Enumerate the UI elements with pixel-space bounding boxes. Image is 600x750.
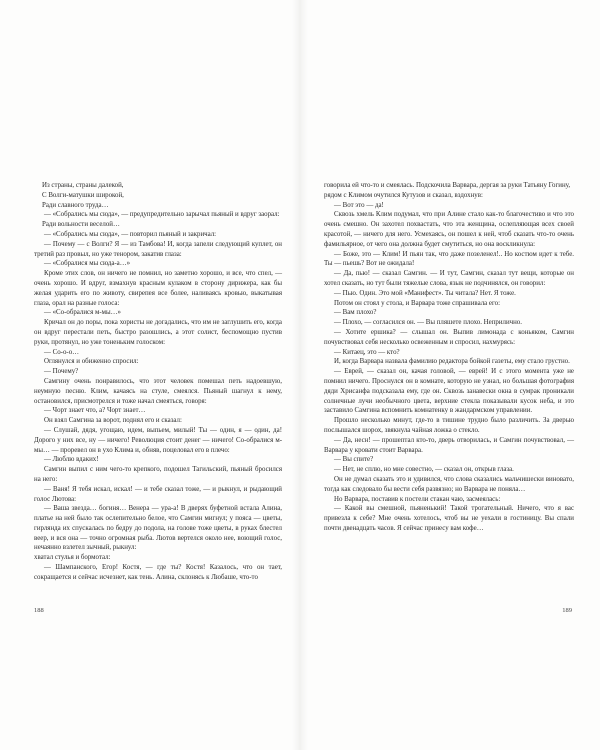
text-line: Кричал он до поры, пока хористы не догадались, что им не заглушить его, когда он вдруг перестали петь, быстро разошлись, а этот солист, беспомощно пустив руки, протянул, но уже тоненьким голоском: <box>34 319 282 346</box>
text-line: Самгину очень понравилось, что этот человек помешал петь надоевшую, неумную песню. Клим, качаясь на стуле, смеялся. Пьяный шагнул к нему, остановился, присмотрелся и тоже начал смеяться, говоря: <box>34 377 282 405</box>
text-line: — Слушай, дядя, угощаю, идем, выпьем, милый! Ты — один, я — один, да! Дорого у них все, ну — ничего! Революция стоит денег — ничего! Со-обралися м-мы… — проревел он в ухо Клима и, обняв, поцеловал его в плечо: <box>34 426 282 454</box>
text-line: — Плохо, — согласился он. — Вы пляшете плохо. Неприлично. <box>334 319 522 327</box>
text-line: Но Варвара, поставив к постели стакан чаю, засмеялась: <box>334 495 501 503</box>
text-line: — «Со-обралися м-мы…» <box>44 309 121 317</box>
text-line: — Еврей, — сказал он, качая головой, — еврей! И с этого момента уже не помнил ничего. Проснулся он в комнате, которую не узнал, но большая фотография дяди Хрисанфа подсказала ему, где он. Сквозь занавески окна в сумрак проникали солнечные лучи необычного цвета, верхние стекла показывали кусок неба, и это заставило Самгина вспомнить комнатенку в жандармском управлении. <box>324 368 574 415</box>
text-line: — Да, пью! — сказал Самгин. — И тут, Самгин, сказал тут вещи, которые он хотел сказать, но тут были тяжелые слова, язык не подчинялся, он говорил: <box>324 270 574 287</box>
text-line: Потом он стоял у стола, и Варвара тоже спрашивала его: <box>334 299 500 307</box>
text-line: — Ваня! Я тебя искал, искал! — и тебе сказал тоже, — и рыкнул, и рыдающий голос Лютова: <box>34 485 282 503</box>
text-line: И, когда Варвара назвала фамилию редактора бойкой газеты, ему стало грустно. <box>334 358 570 366</box>
text-line: — «Собралися мы сюда-а…» <box>44 260 131 268</box>
text-line: — Почему — с Волги? Я — из Тамбова! И, когда запели следующий куплет, он третий раз провыл, но уже тенором, закатив глаза: <box>34 240 282 258</box>
right-page-text <box>324 181 574 534</box>
text-line: говорила ей что-то и смеялась. Подскочила Варвара, дергая за руки Татьяну Гогину, рядом с Климом очутился Кутузов и сказал, вздохнув: <box>324 182 571 199</box>
text-line: — Чорт знает что, а? Чорт знает… <box>44 407 146 415</box>
text-line: — Вот это — да! <box>334 201 384 209</box>
text-line: Сквозь хмель Клим подумал, что при Алине стало как-то благочестиво и что это очень смешно. Он захотел похвастать, что эта женщина, ослепляющая всех своей красотой, — ничего для него. Усмехаясь, он пошел к ней, чтоб сказать что-то очень фамильярное, от чего она должна будет смутиться, но она воскликнула: <box>324 211 574 248</box>
text-line: — Почему? <box>44 368 79 376</box>
text-line: — «Собрались мы сюда», — предупредительно зарычал пьяный и вдруг заорал: <box>44 211 280 219</box>
right-page-number: 189 <box>562 607 572 614</box>
text-line: — Какой вы смешной, пьяненький! Такой трогательный. Ничего, что я вас привезла к себе? Мне очень хотелось, чтоб вы не уехали в гостиницу. Вы спали почти двенадцать часов. Я сейчас принесу вам кофе… <box>324 505 574 532</box>
text-line: Оглянулся и обиженно спросил: <box>44 358 139 366</box>
text-line: — Нет, не сплю, но мне совестно, — сказал он, открыв глаза. <box>334 466 514 474</box>
text-line: — Боже, это — Клим! И пьян так, что даже позеленел!.. Но костюм идет к тебе. Ты — пьешь? Вот не ожидала! <box>324 250 574 268</box>
text-line: Ради славного труда… <box>42 201 109 209</box>
text-line: — Люблю вдаких! <box>44 456 99 464</box>
text-line: — Хотите ершика? — слышал он. Выпив лимонада с коньяком, Самгин почувствовал себя несколько освеженным и спросил, нахмурясь: <box>324 328 574 346</box>
text-line: С Волги-матушки широкой, <box>42 191 124 199</box>
text-line: Он взял Самгина за ворот, поднял его и сказал: <box>44 417 182 425</box>
right-page <box>300 0 600 750</box>
text-line: Он не думал сказать это и удивился, что слова сказались мальчишески виновато, тогда как следовало бы вести себя развязно; но Варвара не поняла… <box>324 475 574 493</box>
text-line: Прошло несколько минут, где-то в тишине трудно было различить. За дверью послышался шорох, звякнула чайная ложка о стекло. <box>324 417 574 434</box>
left-page-number: 188 <box>34 607 44 614</box>
text-line: — Со-о-о… <box>44 348 80 356</box>
text-line: Из страны, страны далекой, <box>42 182 124 189</box>
text-line: — Шампанского, Егор! Костя, — где ты? Костя! Казалось, что он тает, сокращается и сейчас исчезнет, как тень. Алина, склонясь к Любаше, что-то <box>34 564 282 581</box>
text-line: — Пью. Один. Это мой «Манифест». Ты читала? Нет. Я тоже. <box>334 289 516 297</box>
text-line: Самгин выпил с ним чего-то крепкого, подошел Тагильский, пьяный бросился на него: <box>34 466 282 483</box>
text-line: Кроме этих слов, он ничего не помнил, но заметно хорошо, и все, что спел, — очень хорошо. И вдруг, взмахнув красным кулаком в сторону дирижера, как бы желая ударить его по животу, свирепея все более, наливаясь кровью, выкатывая глаза, орал на разные голоса: <box>34 270 282 307</box>
text-line: Ради вольности веселой… <box>42 221 120 229</box>
text-line: хватал стулья и бормотал: <box>34 554 111 562</box>
text-line: — Вы спите? <box>334 456 374 464</box>
text-line: — Ваша звезда… богиня… Венера — ура-а! В дверях буфетной встала Алина, платье на ней было так ослепительно белое, что Самгин мигнул; у пояса — цветы, гирлянда их спускалась по бедру до подола, на голове тоже цветы, в руках блестел веер, и вся она — точно огромная рыба. Лютов вертелся около нее, воющий голос, нечаянно взлетел зычный, рыкнул: <box>34 505 282 552</box>
text-line: — Вам плохо? <box>334 309 377 317</box>
text-line: — Китаец, это — кто? <box>334 348 400 356</box>
text-line: — «Собрались мы сюда», — повторил пьяный и закричал: <box>44 230 217 238</box>
text-line: — Да, несн! — прошептал кто-то, дверь отворилась, и Самгин почувствовал, — Варвара у кровати стоит Варвара. <box>324 436 574 454</box>
left-page-text <box>34 181 282 583</box>
